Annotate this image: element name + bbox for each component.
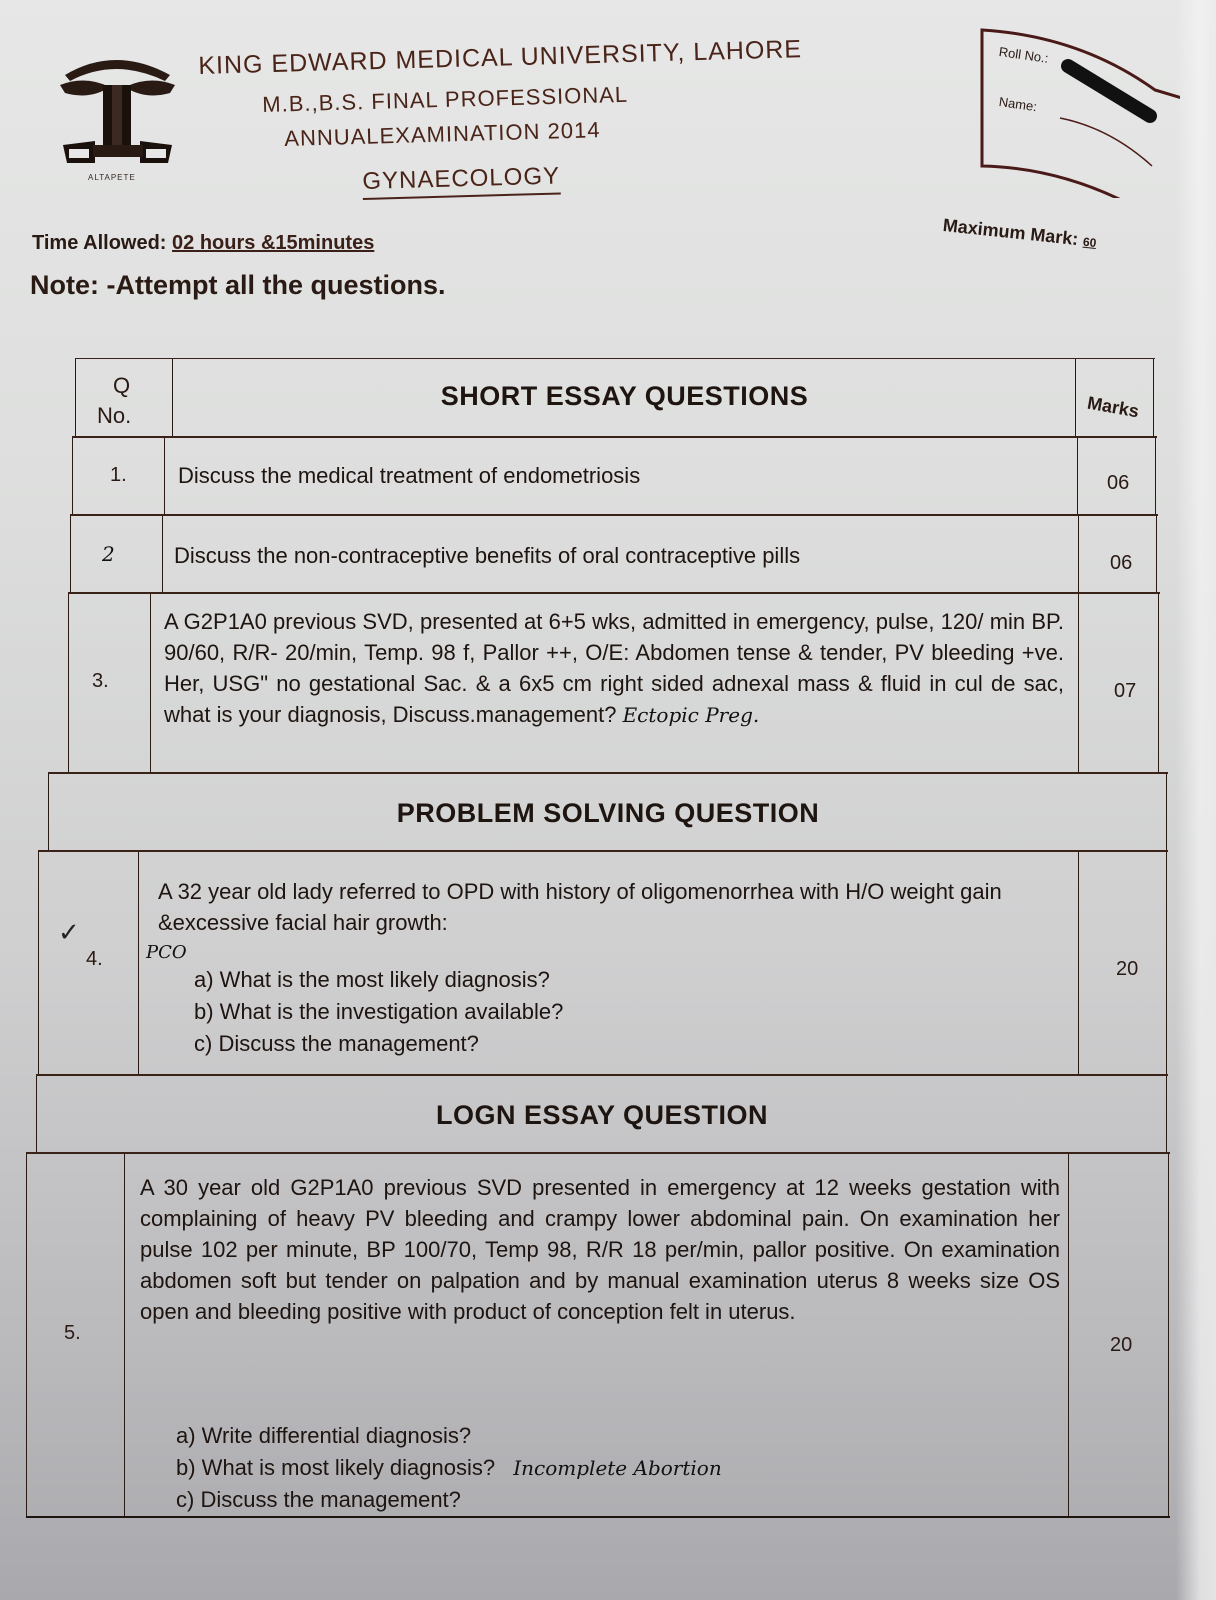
sub-question: c) Discuss the management? [194,1031,479,1056]
qno-header-line2: No. [97,403,132,428]
sub-question: b) What is the investigation available? [194,999,564,1024]
handwritten-annotation: Ectopic Preg. [622,703,760,727]
sub-question: a) What is the most likely diagnosis? [194,967,550,992]
sub-question: b) What is most likely diagnosis? Incomplete Abortion [176,1455,722,1480]
subject-title: GYNAECOLOGY [362,162,561,200]
question-text: Discuss the non-contraceptive benefits of oral contraceptive pills [174,543,801,568]
max-mark-label: Maximum Mark: [941,215,1080,250]
question-number: 5. [64,1322,81,1344]
time-value: 02 hours &15minutes [172,232,375,254]
question-marks: 20 [1116,958,1139,980]
sub-question: a) Write differential diagnosis? [176,1423,472,1448]
question-number: 4. [86,948,103,970]
check-mark-icon: ✓ [58,918,80,948]
name-label: Name: [997,94,1038,115]
handwritten-annotation: PCO [146,942,187,963]
time-allowed [32,232,374,255]
question-number: 3. [92,670,109,692]
sub-questions [194,964,563,1060]
question-number: 1. [110,464,127,486]
question-marks: 07 [1114,680,1137,702]
question-row-2 [70,514,1158,594]
university-name: KING EDWARD MEDICAL UNIVERSITY, LAHORE [198,35,803,80]
instructions-note: Note: -Attempt all the questions. [30,270,446,300]
marks-header: Marks [1085,392,1141,422]
question-marks: 06 [1107,472,1130,494]
page-edge-shadow [1176,0,1216,1600]
sub-question: c) Discuss the management? [176,1487,461,1512]
question-number: 2 [102,542,115,566]
question-text: A G2P1A0 previous SVD, presented at 6+5 wks, admitted in emergency, pulse, 120/ min BP. 90/60, R/R- 20/min, Temp. 98 f, Pallor ++, O/E: Abdomen tense & tender, PV bleeding +ve. Her, USG" no gestational Sac. & a 6x5 cm right sided adnexal mass & fluid in cul de sac, what is your diagnosis, Discuss.management? Ectopic Preg. [164,609,1064,727]
question-row-4 [38,850,1168,1076]
question-text: A 32 year old lady referred to OPD with history of oligomenorrhea with H/O weight gain &excessive facial hair growth: [158,879,1002,935]
sub-questions [176,1420,722,1516]
table-header-row [75,358,1155,437]
time-label: Time Allowed: [32,232,167,254]
question-row-5 [26,1152,1170,1518]
qno-header-line1: Q [113,373,131,398]
handwritten-annotation: Incomplete Abortion [513,1456,722,1480]
program-title: M.B.,B.S. FINAL PROFESSIONAL [262,81,629,117]
roll-number-label: Roll No.: [997,44,1050,66]
logo-motto: ALTAPETE [88,173,136,182]
short-essay-title: SHORT ESSAY QUESTIONS [440,381,809,411]
problem-solving-section-row [48,772,1168,852]
university-crest-icon [55,45,180,185]
max-mark-value: 60 [1082,234,1098,251]
exam-title: ANNUALEXAMINATION 2014 [284,117,601,151]
question-text: A 30 year old G2P1A0 previous SVD presented in emergency at 12 weeks gestation with complaining of heavy PV bleeding and crampy lower abdominal pain. On examination her pulse 102 per minute, BP 100/70, Temp 98, R/R 18 per/min, pallor positive. On examination abdomen soft but tender on palpation and by manual examination uterus 8 weeks size OS open and bleeding positive with product of conception felt in uterus. [140,1175,1060,1324]
question-row-1 [72,436,1157,516]
maximum-mark [942,215,1098,252]
question-marks: 20 [1110,1334,1133,1356]
long-essay-title: LOGN ESSAY QUESTION [435,1100,769,1130]
problem-solving-title: PROBLEM SOLVING QUESTION [396,798,820,828]
long-essay-section-row [36,1074,1168,1154]
question-marks: 06 [1110,552,1133,574]
question-text: Discuss the medical treatment of endometriosis [178,463,641,488]
question-row-3 [68,592,1160,774]
